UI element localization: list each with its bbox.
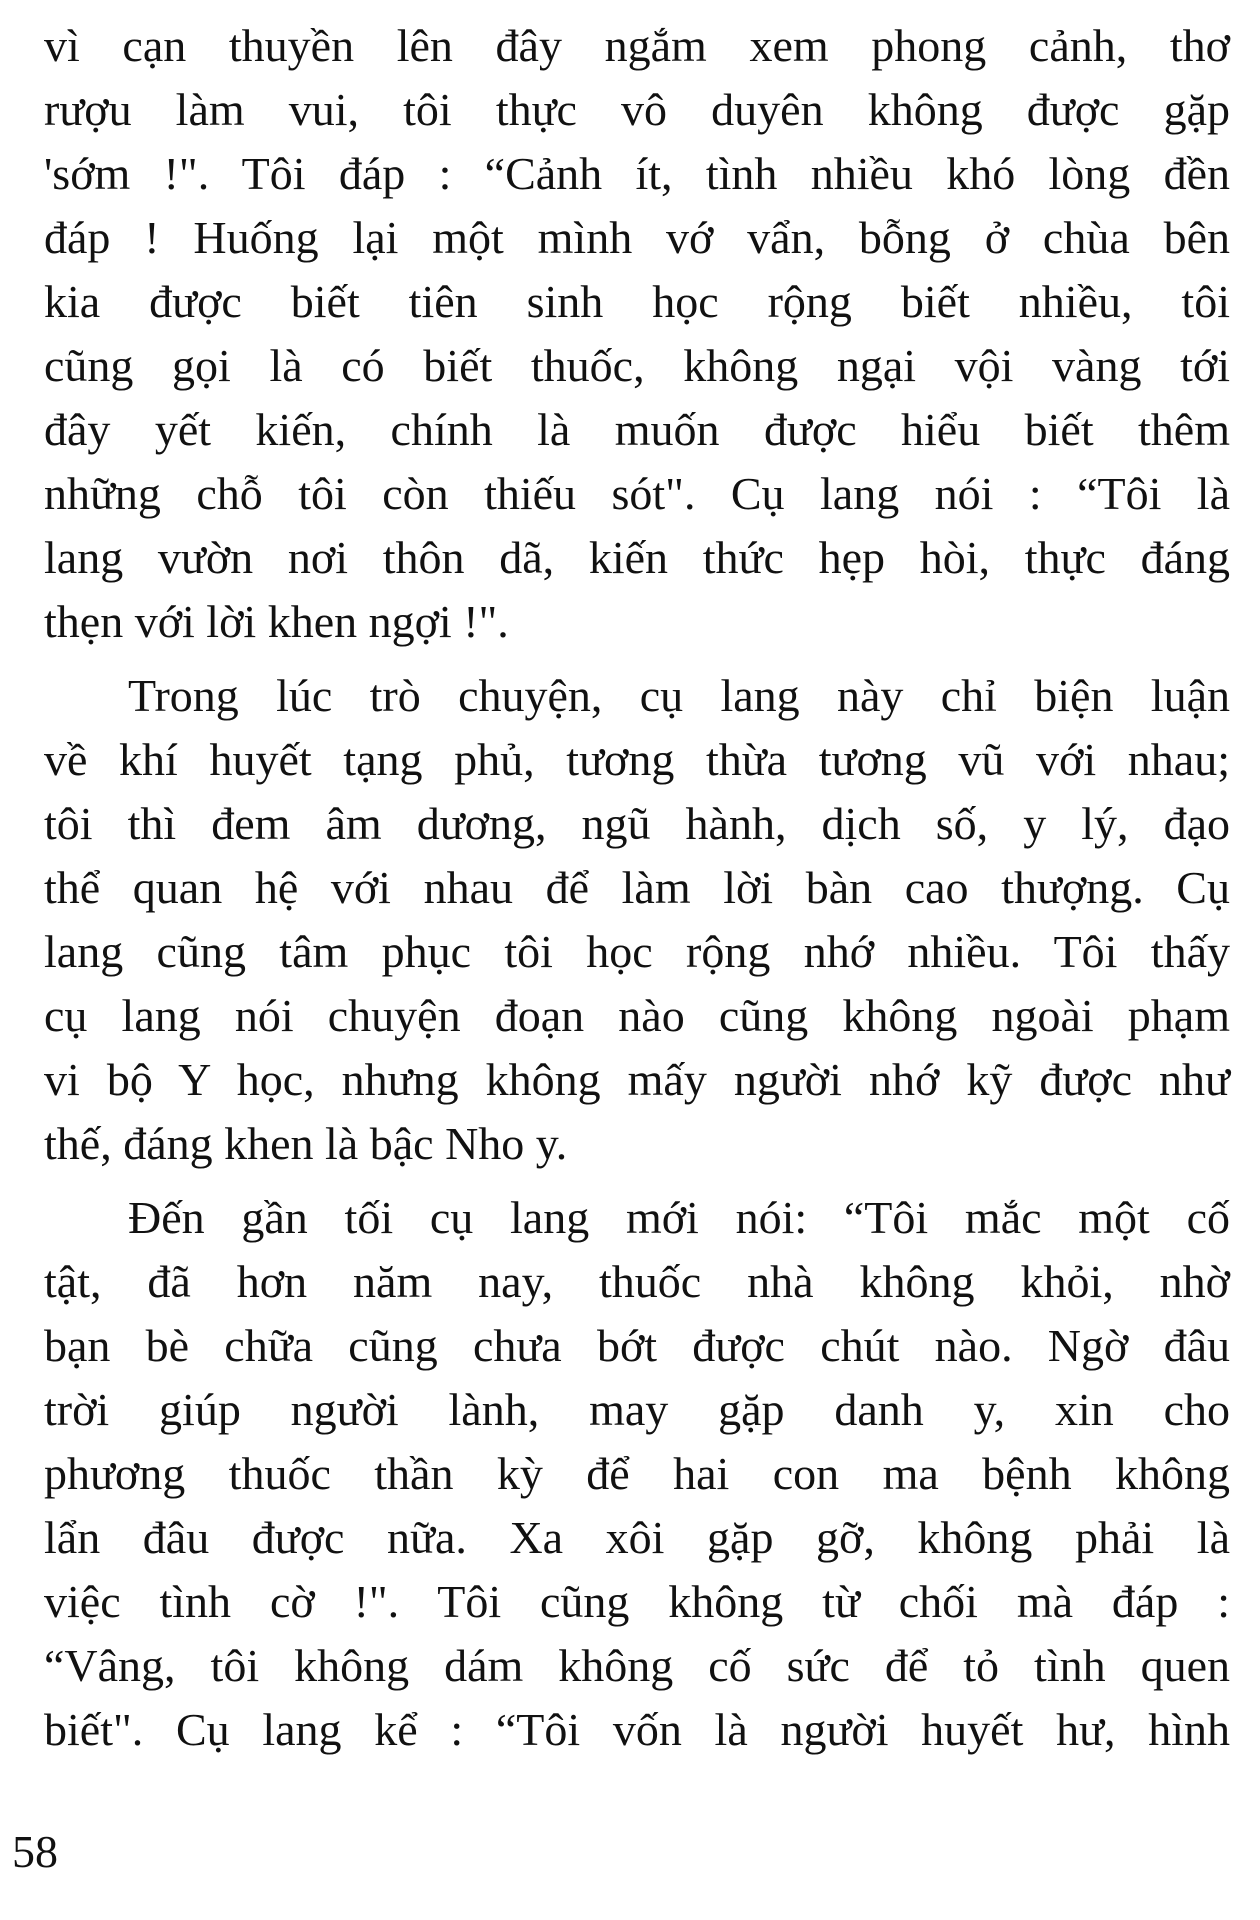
text-line: về khí huyết tạng phủ, tương thừa tương vũ với nhau;: [44, 734, 1230, 785]
text-line: thẹn với lời khen ngợi !".: [44, 596, 509, 647]
paragraph-1: [44, 14, 1230, 654]
paragraph-3: [44, 1186, 1230, 1762]
text-line: vi bộ Y học, nhưng không mấy người nhớ kỹ được như: [44, 1054, 1230, 1105]
text-line: đây yết kiến, chính là muốn được hiểu biết thêm: [44, 404, 1230, 455]
text-line: vì cạn thuyền lên đây ngắm xem phong cảnh, thơ: [44, 20, 1230, 71]
page-number: 58: [12, 1826, 58, 1877]
text-line: Trong lúc trò chuyện, cụ lang này chỉ biện luận: [128, 670, 1230, 721]
text-line: việc tình cờ !". Tôi cũng không từ chối mà đáp :: [44, 1576, 1230, 1627]
paragraph-gap: [44, 654, 1230, 664]
text-line: tật, đã hơn năm nay, thuốc nhà không khỏi, nhờ: [44, 1256, 1230, 1307]
text-line: đáp ! Huống lại một mình vớ vẩn, bỗng ở chùa bên: [44, 212, 1230, 263]
text-line: biết". Cụ lang kể : “Tôi vốn là người huyết hư, hình: [44, 1704, 1230, 1755]
text-line: rượu làm vui, tôi thực vô duyên không được gặp: [44, 84, 1230, 135]
paragraph-gap: [44, 1176, 1230, 1186]
paragraph-2: [44, 664, 1230, 1176]
body-text: [44, 14, 1230, 1762]
text-line: thế, đáng khen là bậc Nho y.: [44, 1118, 568, 1169]
text-line: Đến gần tối cụ lang mới nói: “Tôi mắc một cố: [128, 1192, 1230, 1243]
text-line: bạn bè chữa cũng chưa bớt được chút nào. Ngờ đâu: [44, 1320, 1230, 1371]
text-line: những chỗ tôi còn thiếu sót". Cụ lang nói : “Tôi là: [44, 468, 1230, 519]
text-line: lang cũng tâm phục tôi học rộng nhớ nhiều. Tôi thấy: [44, 926, 1230, 977]
text-line: thể quan hệ với nhau để làm lời bàn cao thượng. Cụ: [44, 862, 1230, 913]
text-line: “Vâng, tôi không dám không cố sức để tỏ tình quen: [44, 1640, 1230, 1691]
text-line: cụ lang nói chuyện đoạn nào cũng không ngoài phạm: [44, 990, 1230, 1041]
text-line: cũng gọi là có biết thuốc, không ngại vội vàng tới: [44, 340, 1230, 391]
text-line: lang vườn nơi thôn dã, kiến thức hẹp hòi, thực đáng: [44, 532, 1230, 583]
text-line: 'sớm !". Tôi đáp : “Cảnh ít, tình nhiều khó lòng đền: [44, 148, 1230, 199]
text-line: phương thuốc thần kỳ để hai con ma bệnh không: [44, 1448, 1230, 1499]
text-line: tôi thì đem âm dương, ngũ hành, dịch số, y lý, đạo: [44, 798, 1230, 849]
text-line: trời giúp người lành, may gặp danh y, xin cho: [44, 1384, 1230, 1435]
text-line: kia được biết tiên sinh học rộng biết nhiều, tôi: [44, 276, 1230, 327]
text-line: lẩn đâu được nữa. Xa xôi gặp gỡ, không phải là: [44, 1512, 1230, 1563]
